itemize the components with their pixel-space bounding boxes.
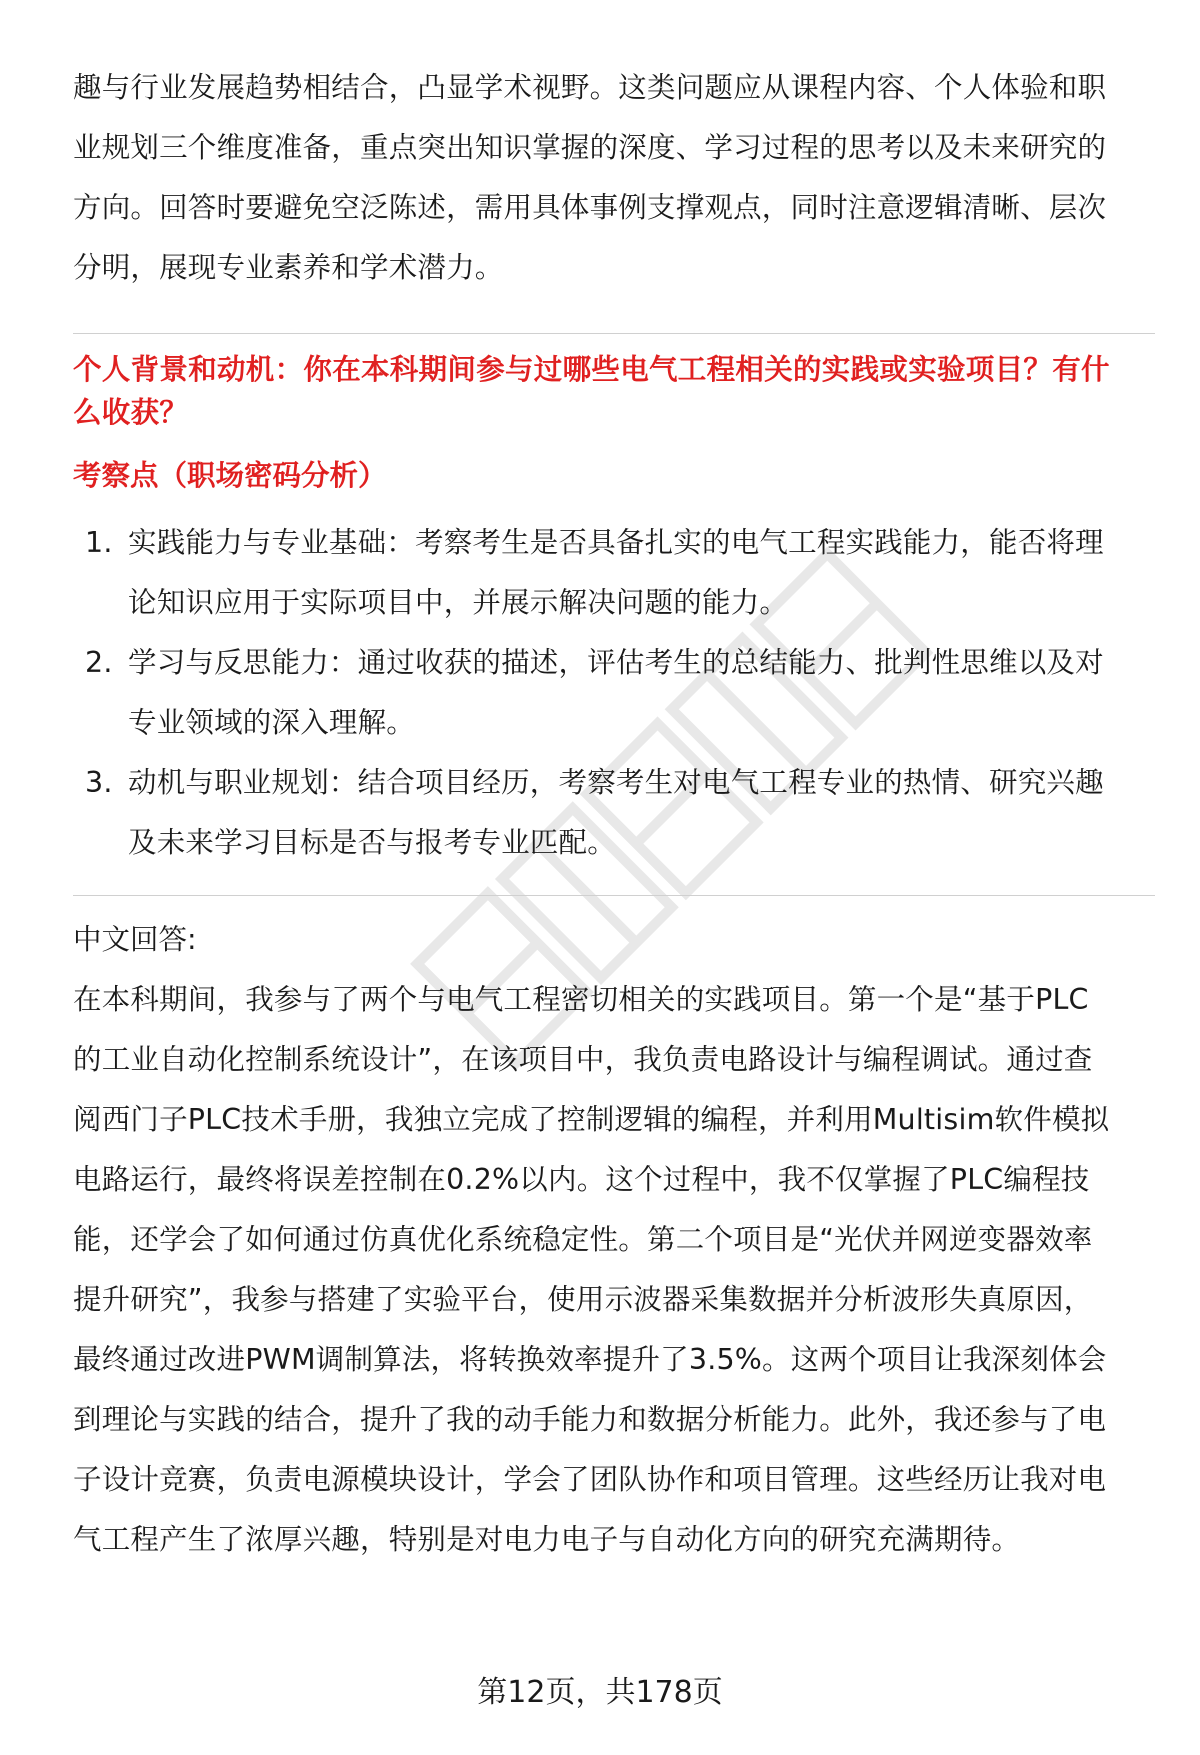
list-line: 学习与反思能力：通过收获的描述，评估考生的总结能力、批判性思维以及对 (128, 646, 1104, 679)
list-item (73, 513, 1155, 633)
list-line: 论知识应用于实际项目中，并展示解决问题的能力。 (128, 586, 789, 619)
list-number: 1. (85, 526, 113, 559)
question-line: 个人背景和动机：你在本科期间参与过哪些电气工程相关的实践或实验项目？有什 (73, 353, 1110, 386)
answer-line: 能，还学会了如何通过仿真优化系统稳定性。第二个项目是“光伏并网逆变器效率 (73, 1223, 1093, 1256)
page-number: 第12页，共178页 (477, 1675, 723, 1710)
question-heading (73, 348, 1155, 434)
answer-line: 提升研究”，我参与搭建了实验平台，使用示波器采集数据并分析波形失真原因， (73, 1283, 1093, 1316)
list-item (73, 633, 1155, 753)
intro-line: 业规划三个维度准备，重点突出知识掌握的深度、学习过程的思考以及未来研究的 (73, 131, 1107, 164)
list-number: 2. (85, 646, 113, 679)
intro-paragraph (73, 58, 1155, 298)
answer-label: 中文回答: (73, 923, 197, 956)
document-content (73, 58, 1155, 1570)
answer-paragraph (73, 970, 1155, 1570)
analysis-points-list (73, 513, 1155, 873)
answer-line: 最终通过改进PWM调制算法，将转换效率提升了3.5%。这两个项目让我深刻体会 (73, 1343, 1107, 1376)
list-line: 动机与职业规划：结合项目经历，考察考生对电气工程专业的热情、研究兴趣 (128, 766, 1104, 799)
question-line: 么收获？ (73, 396, 189, 429)
intro-line: 分明，展现专业素养和学术潜力。 (73, 251, 504, 284)
analysis-heading: 考察点（职场密码分析） (73, 459, 387, 492)
intro-line: 趣与行业发展趋势相结合，凸显学术视野。这类问题应从课程内容、个人体验和职 (73, 71, 1107, 104)
answer-line: 在本科期间，我参与了两个与电气工程密切相关的实践项目。第一个是“基于PLC (73, 983, 1089, 1016)
list-line: 实践能力与专业基础：考察考生是否具备扎实的电气工程实践能力，能否将理 (128, 526, 1104, 559)
answer-line: 电路运行，最终将误差控制在0.2%以内。这个过程中，我不仅掌握了PLC编程技 (73, 1163, 1090, 1196)
answer-line: 气工程产生了浓厚兴趣，特别是对电力电子与自动化方向的研究充满期待。 (73, 1523, 1021, 1556)
intro-line: 方向。回答时要避免空泛陈述，需用具体事例支撑观点，同时注意逻辑清晰、层次 (73, 191, 1107, 224)
answer-line: 子设计竞赛，负责电源模块设计，学会了团队协作和项目管理。这些经历让我对电 (73, 1463, 1107, 1496)
list-line: 及未来学习目标是否与报考专业匹配。 (128, 826, 616, 859)
answer-line: 阅西门子PLC技术手册，我独立完成了控制逻辑的编程，并利用Multisim软件模拟 (73, 1103, 1110, 1136)
answer-line: 的工业自动化控制系统设计”，在该项目中，我负责电路设计与编程调试。通过查 (73, 1043, 1093, 1076)
answer-line: 到理论与实践的结合，提升了我的动手能力和数据分析能力。此外，我还参与了电 (73, 1403, 1107, 1436)
list-number: 3. (85, 766, 113, 799)
list-line: 专业领域的深入理解。 (128, 706, 416, 739)
list-item (73, 753, 1155, 873)
